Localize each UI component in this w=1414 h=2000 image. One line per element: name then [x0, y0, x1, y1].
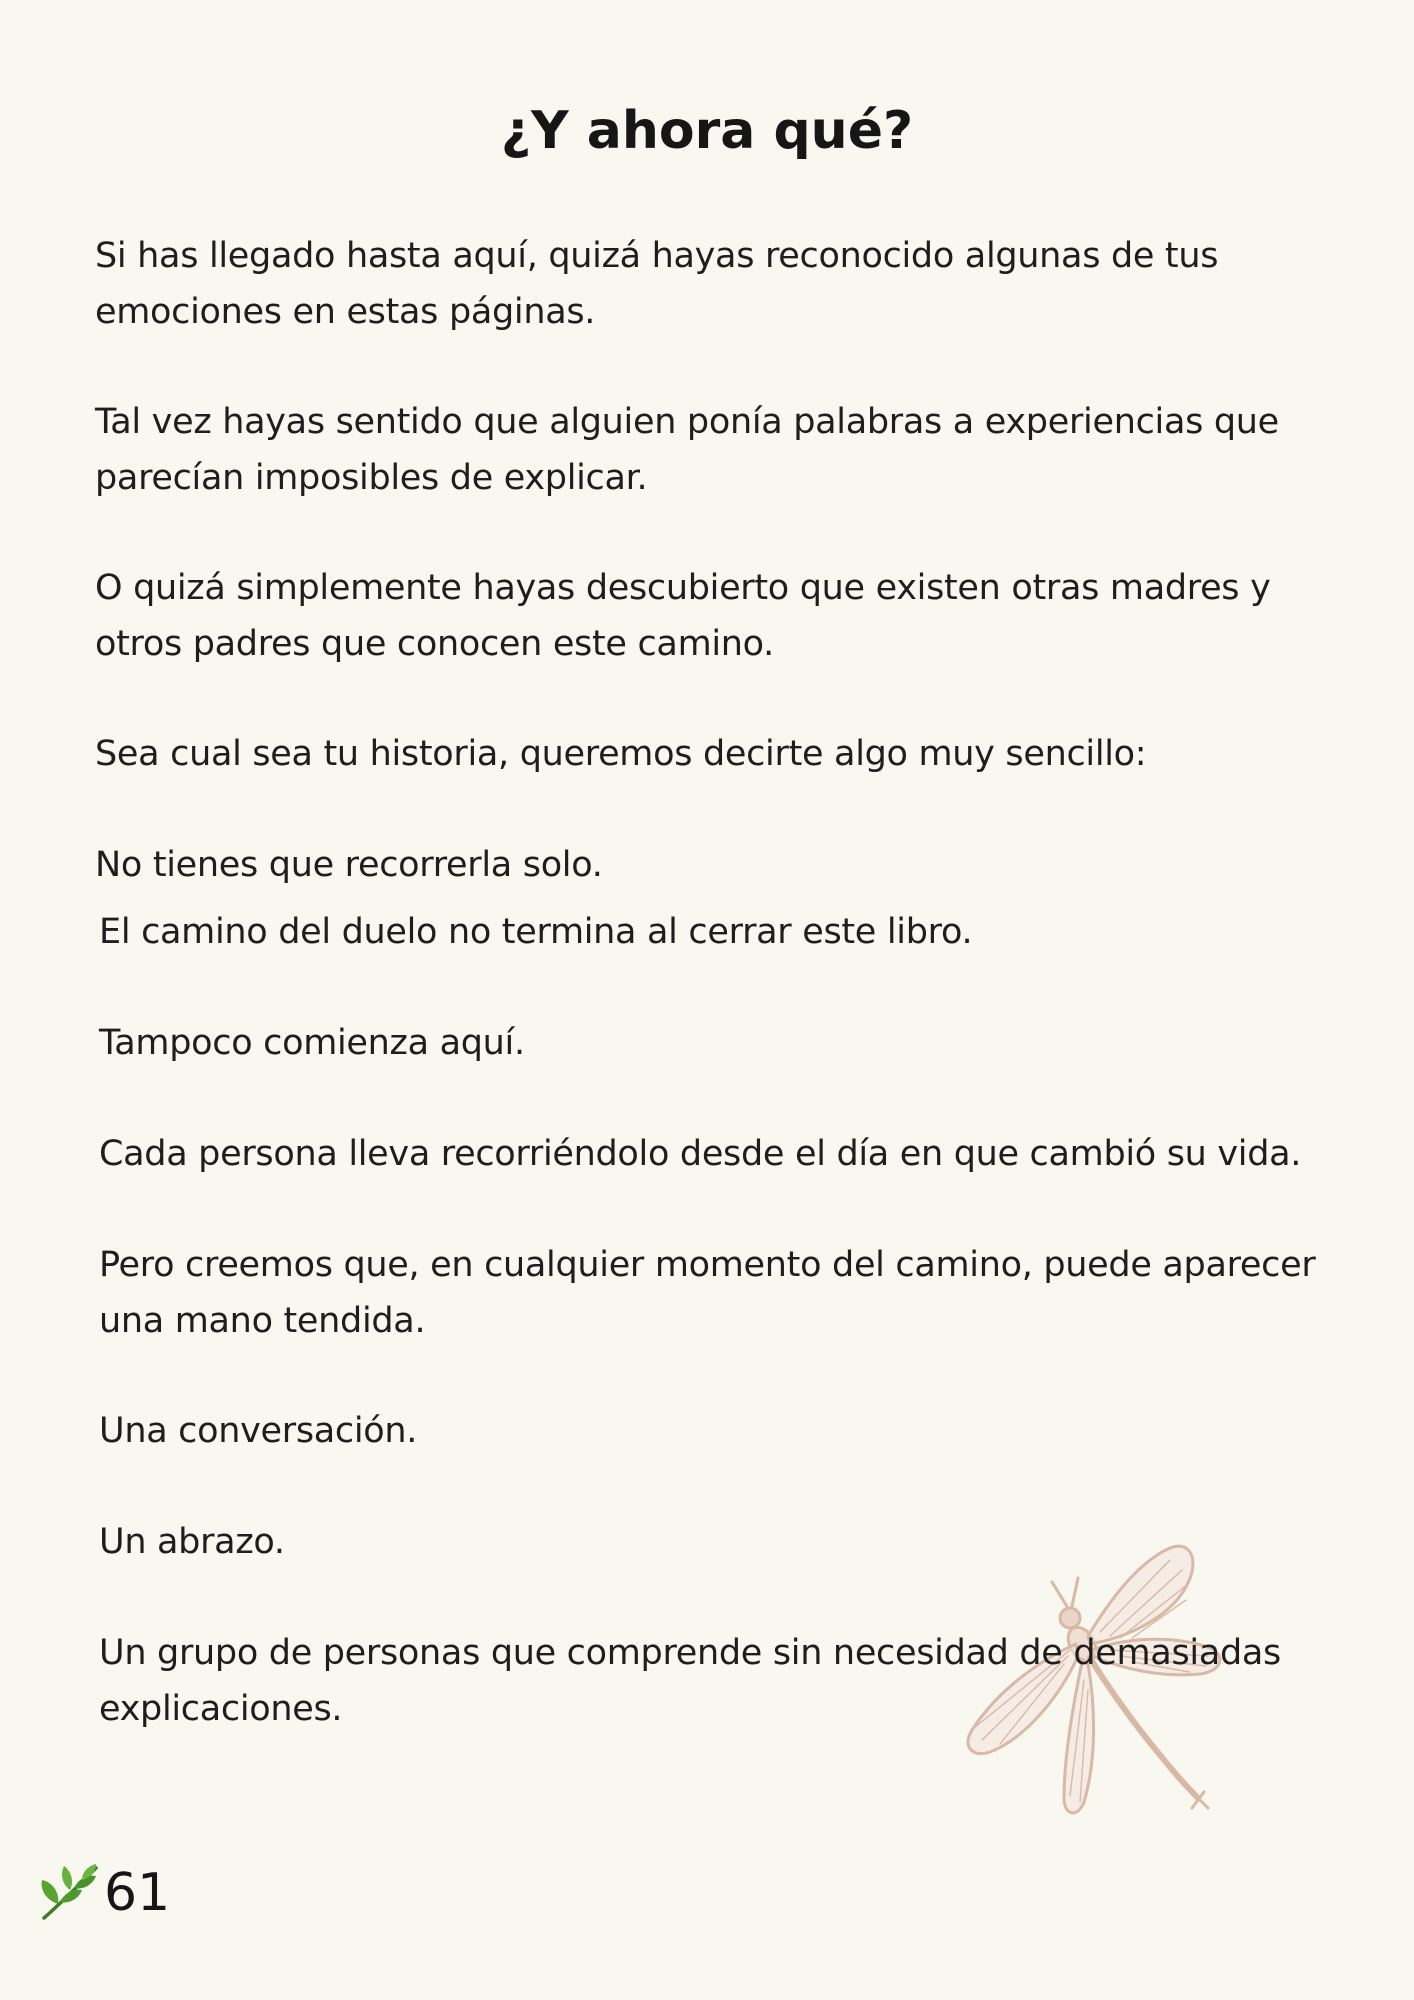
- paragraph-8: Cada persona lleva recorriéndolo desde el día en que cambió su vida.: [99, 1134, 1302, 1174]
- paragraph-1: Si has llegado hasta aquí, quizá hayas reconocido algunas de tus emociones en estas páginas.: [95, 236, 1219, 332]
- paragraph-5: No tienes que recorrerla solo.: [95, 845, 603, 885]
- page-number: 61: [104, 1863, 171, 1923]
- page-folio: [38, 1858, 170, 1928]
- leaf-icon: [38, 1860, 104, 1926]
- paragraph-2: Tal vez hayas sentido que alguien ponía palabras a experiencias que parecían imposibles de explicar.: [95, 402, 1279, 498]
- paragraph-10: Una conversación.: [99, 1411, 418, 1451]
- paragraph-11: Un abrazo.: [99, 1522, 285, 1562]
- paragraph-3: O quizá simplemente hayas descubierto que existen otras madres y otros padres que conocen este camino.: [95, 568, 1271, 664]
- paragraph-12: Un grupo de personas que comprende sin necesidad de demasiadas explicaciones.: [99, 1633, 1281, 1729]
- paragraph-4: Sea cual sea tu historia, queremos decirte algo muy sencillo:: [95, 734, 1147, 774]
- paragraph-7: Tampoco comienza aquí.: [99, 1023, 525, 1063]
- page-title: ¿Y ahora qué?: [500, 101, 914, 161]
- paragraph-6: El camino del duelo no termina al cerrar este libro.: [99, 912, 973, 952]
- paragraph-9: Pero creemos que, en cualquier momento del camino, puede aparecer una mano tendida.: [99, 1245, 1316, 1341]
